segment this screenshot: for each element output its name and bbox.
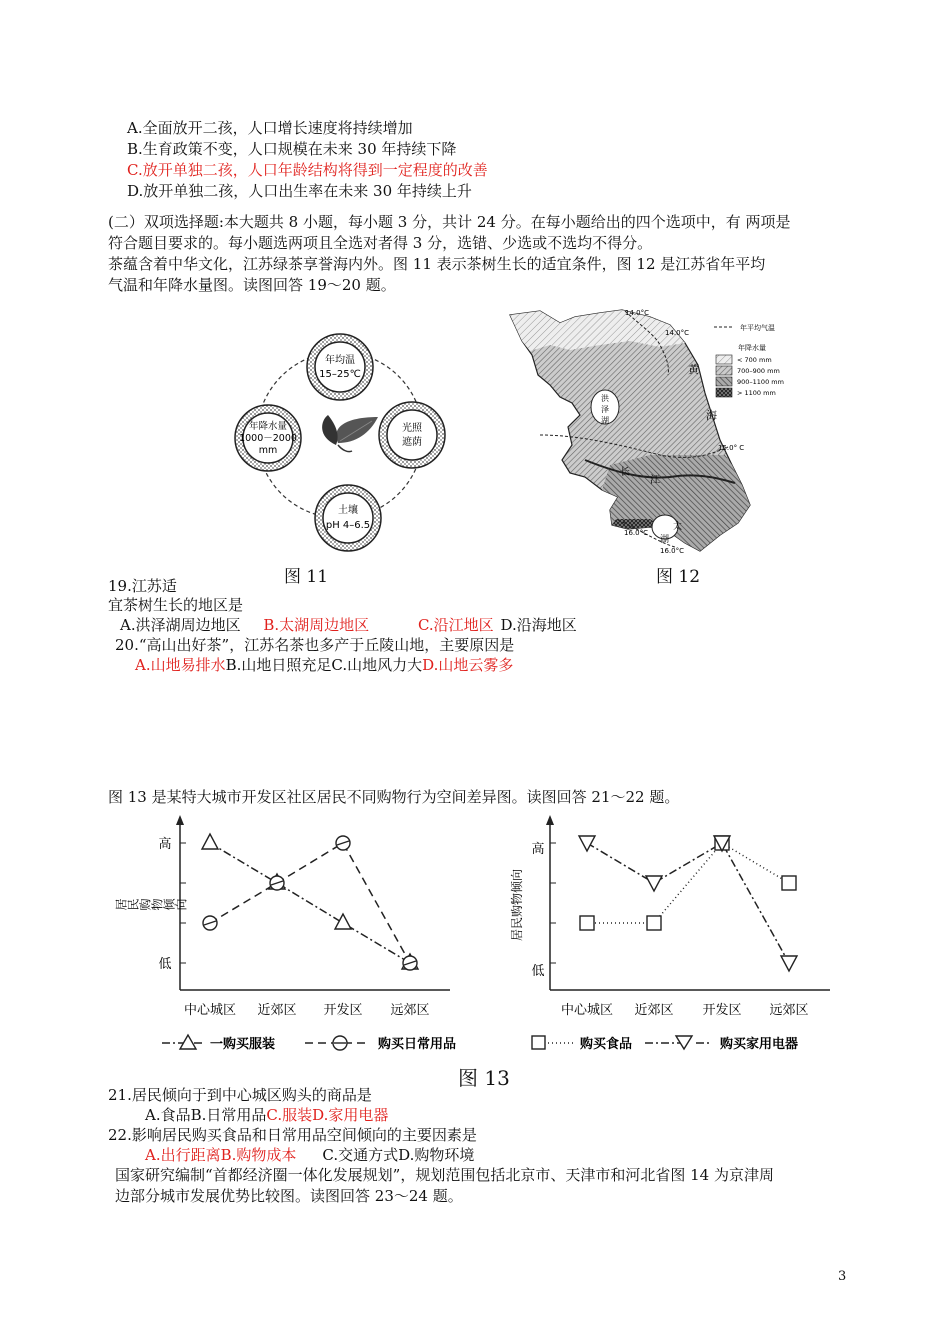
bj-line2: 边部分城市发展优势比较图。读图回答 23〜24 题。 xyxy=(115,1187,463,1205)
tea-intro-line1: 茶蕴含着中华文化，江苏绿茶享誉海内外。图 11 表示茶树生长的适宜条件，图 12 是江苏省年平均 xyxy=(108,255,766,273)
right-y-label: 居民购物倾向 xyxy=(510,868,524,942)
fig11-precip-title: 年降水量 xyxy=(248,421,288,432)
section2-line2: 符合题目要求的。每小题选两项且全选对者得 3 分，选错、少选或不选均不得分。 xyxy=(108,234,653,252)
map-label-hu2: 湖 xyxy=(660,535,670,545)
legend-item-2: 700–900 mm xyxy=(737,367,780,375)
left-xtick-2: 开发区 xyxy=(323,1003,363,1018)
fig11-precip-value2: mm xyxy=(258,445,278,456)
fig12-caption: 图 12 xyxy=(656,567,701,587)
q21-option-b: B.日常用品 xyxy=(190,1106,267,1124)
left-series-0-point-2 xyxy=(335,914,351,929)
left-y-label: 居民购物倾向 xyxy=(115,898,187,912)
left-y-low: 低 xyxy=(158,957,172,972)
legend-clothing: 一购买服装 xyxy=(210,1037,276,1052)
fig11-light-title: 光照 xyxy=(402,423,422,434)
legend-item-4: > 1100 mm xyxy=(737,389,776,397)
fig13-legend-right xyxy=(532,1036,798,1052)
right-series-0-point-0 xyxy=(580,916,594,930)
q19-stem-2: 宜茶树生长的地区是 xyxy=(108,596,244,614)
fig11-light-value: 遮荫 xyxy=(402,437,422,448)
fig11-soil-title: 土壤 xyxy=(338,505,358,516)
iso-label-2: 14.0°C xyxy=(665,329,689,337)
right-xtick-2: 开发区 xyxy=(702,1003,742,1018)
iso-label-4: 16.0°C xyxy=(624,529,648,537)
legend-item-1: < 700 mm xyxy=(737,356,772,364)
figure-11 xyxy=(230,325,450,560)
right-series-0-point-1 xyxy=(647,916,661,930)
fig11-caption: 图 11 xyxy=(284,567,329,587)
right-y-low: 低 xyxy=(531,964,545,979)
map-label-chang: 长 xyxy=(620,467,630,478)
q21-stem: 21.居民倾向于到中心城区购头的商品是 xyxy=(108,1086,372,1104)
q20-option-c: C.山地风力大 xyxy=(331,656,423,674)
right-series-1-point-0 xyxy=(579,836,595,851)
right-series-1-point-3 xyxy=(781,956,797,971)
q21-option-a: A.食品 xyxy=(145,1106,191,1124)
right-series-1-line xyxy=(587,843,789,963)
map-label-tai: 太 xyxy=(673,522,683,532)
q20-option-b: B.山地日照充足 xyxy=(225,656,332,674)
left-xtick-1: 近郊区 xyxy=(257,1003,297,1018)
q22-options xyxy=(145,1145,474,1166)
iso-label-1: 14.0°C xyxy=(625,309,649,317)
tea-intro-line2: 气温和年降水量图。读图回答 19～20 题。 xyxy=(108,276,396,294)
legend-temp: 年平均气温 xyxy=(740,324,775,332)
map-label-huang: 黄 xyxy=(688,363,699,376)
map-label-jiang: 江 xyxy=(650,475,660,486)
legend-daily-goods: 购买日常用品 xyxy=(378,1037,457,1052)
fig13-legend-left xyxy=(162,1035,456,1052)
figure-12-map xyxy=(500,305,820,560)
tea-leaf-icon xyxy=(322,415,378,452)
q19-option-b: B.太湖周边地区 xyxy=(263,616,370,634)
map-label-ze: 泽 xyxy=(601,405,609,414)
fig11-temp-title: 年均温 xyxy=(325,355,355,366)
right-series-0-point-3 xyxy=(782,876,796,890)
q20-options xyxy=(135,655,513,676)
right-series-0-line xyxy=(587,843,789,923)
left-series-0-point-0 xyxy=(202,834,218,849)
q19-options xyxy=(120,615,577,636)
right-xtick-0: 中心城区 xyxy=(560,1003,614,1018)
q20-option-a: A.山地易排水 xyxy=(135,656,226,674)
right-y-high: 高 xyxy=(531,842,545,857)
fig11-temp-value: 15–25℃ xyxy=(319,369,361,380)
iso-label-3: 15.0° C xyxy=(718,444,745,452)
q21-option-c: C.服装 xyxy=(266,1106,313,1124)
q18-option-d: D.放开单独二孩，人口出生率在未来 30 年持续上升 xyxy=(127,182,472,200)
fig11-soil-value: pH 4–6.5 xyxy=(325,520,371,531)
q20-stem: 20.“高山出好茶”，江苏名茶也多产于丘陵山地，主要原因是 xyxy=(115,636,515,654)
iso-label-5: 16.0°C xyxy=(660,547,684,555)
map-label-hong: 洪 xyxy=(601,394,609,403)
q22-option-a: A.出行距离 xyxy=(145,1146,221,1164)
section2-line1: (二）双项选择题:本大题共 8 小题，每小题 3 分，共计 24 分。在每小题给出的四个选项中，有 两项是 xyxy=(108,213,791,231)
q19-option-d: D.沿海地区 xyxy=(500,616,577,634)
legend-appliances: 购买家用电器 xyxy=(720,1037,799,1052)
q22-stem: 22.影响居民购买食品和日常用品空间倾向的主要因素是 xyxy=(108,1126,477,1144)
legend-food: 购买食品 xyxy=(580,1037,633,1052)
q19-option-c: C.沿江地区 xyxy=(417,616,494,634)
left-series-0-line xyxy=(210,843,410,963)
map-label-hai: 海 xyxy=(706,409,717,422)
page-number: 3 xyxy=(838,1269,847,1284)
left-xtick-0: 中心城区 xyxy=(183,1003,237,1018)
q21-options xyxy=(145,1105,388,1126)
q22-option-c: C.交通方式 xyxy=(322,1146,399,1164)
right-xtick-3: 远郊区 xyxy=(769,1003,809,1018)
legend-precip-title: 年降水量 xyxy=(738,344,766,352)
left-y-high: 高 xyxy=(158,837,172,852)
q18-option-c: C.放开单独二孩，人口年龄结构将得到一定程度的改善 xyxy=(127,161,488,179)
map-label-hu1: 湖 xyxy=(601,416,609,425)
q18-option-a: A.全面放开二孩，人口增长速度将持续增加 xyxy=(127,119,413,137)
right-series-1-point-1 xyxy=(646,876,662,891)
q19-stem-1: 19.江苏适 xyxy=(108,577,177,595)
q22-option-d: D.购物环境 xyxy=(398,1146,475,1164)
legend-item-3: 900–1100 mm xyxy=(737,378,784,386)
figure-13-charts xyxy=(115,815,840,1060)
q22-option-b: B.购物成本 xyxy=(220,1146,297,1164)
fig13-caption: 图 13 xyxy=(458,1066,510,1090)
q20-option-d: D.山地云雾多 xyxy=(422,656,514,674)
fig11-precip-value1: 1000－2000 xyxy=(239,433,297,444)
fig13-intro: 图 13 是某特大城市开发区社区居民不同购物行为空间差异图。读图回答 21～22 题。 xyxy=(108,788,680,806)
q19-option-a: A.洪泽湖周边地区 xyxy=(120,616,241,634)
right-xtick-1: 近郊区 xyxy=(634,1003,674,1018)
left-xtick-3: 远郊区 xyxy=(390,1003,430,1018)
bj-line1: 国家研究编制“首都经济圈一体化发展规划”，规划范围包括北京市、天津市和河北省图 14 为京津周 xyxy=(115,1166,774,1184)
q18-option-b: B.生育政策不变，人口规模在未来 30 年持续下降 xyxy=(127,140,457,158)
q21-option-d: D.家用电器 xyxy=(312,1106,389,1124)
